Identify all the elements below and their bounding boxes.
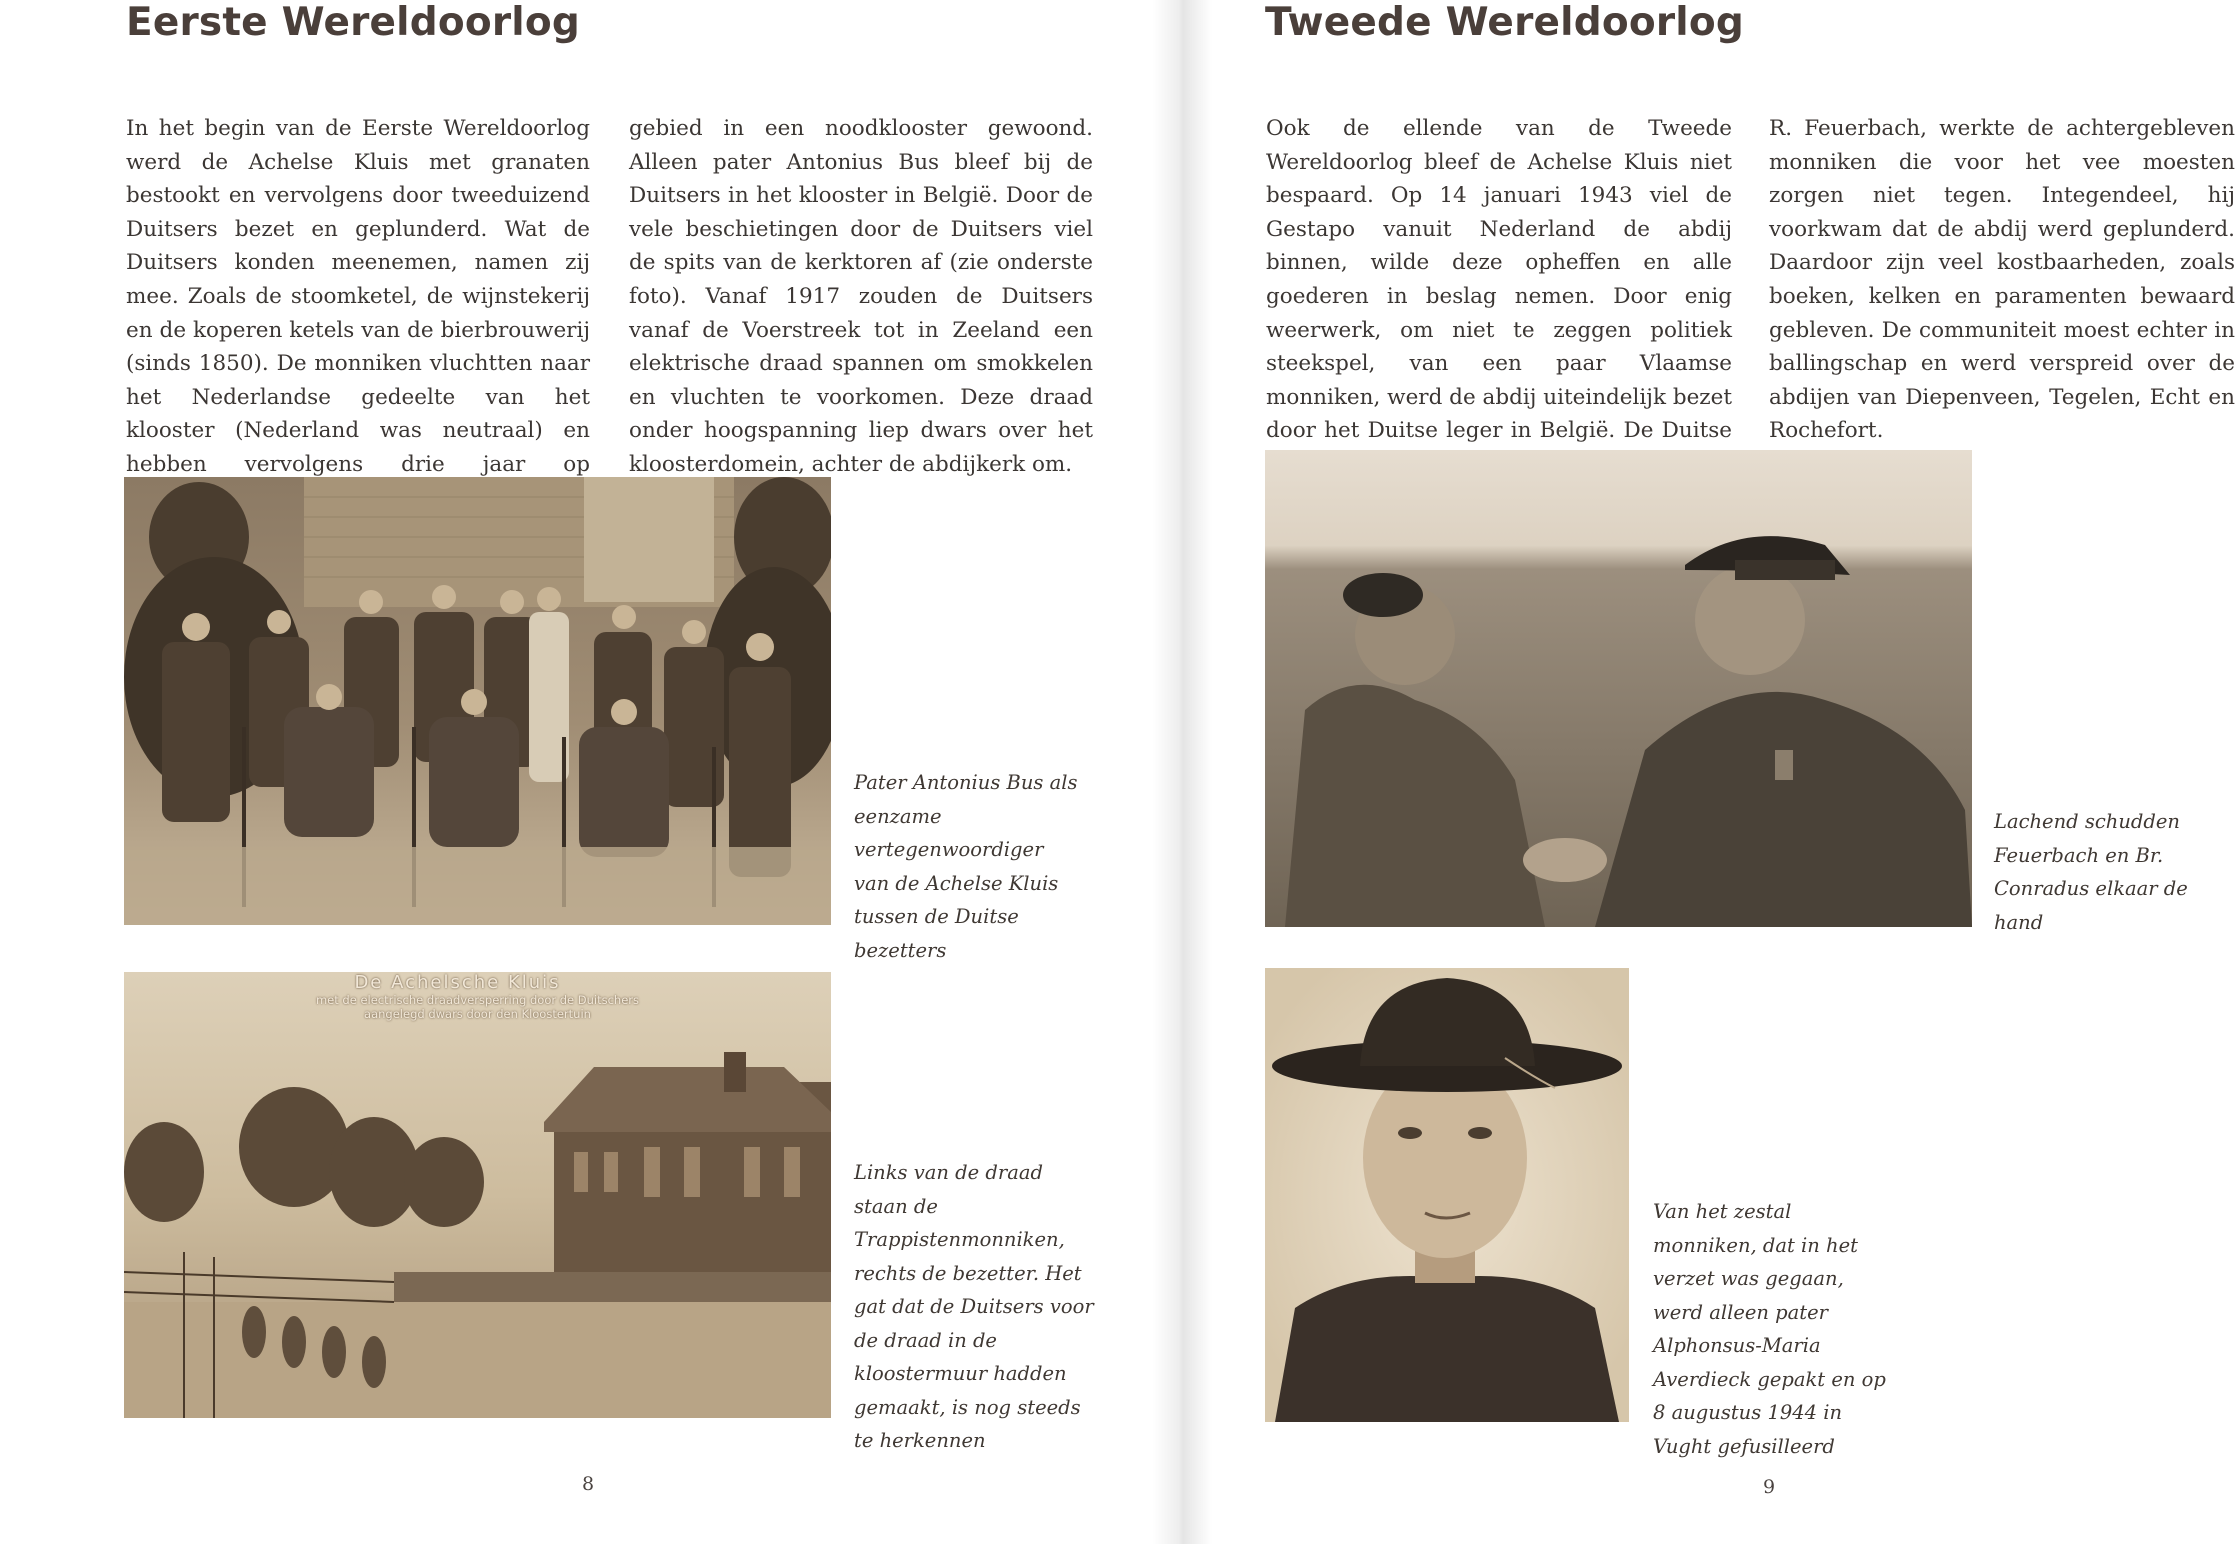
postcard-photo-caption: Links van de draad staan de Trappistenmonniken, rechts de bezetter. Het gat dat de Duitsers voor de draad in de kloostermuur hadden gemaakt, is nog steeds te herkennen <box>854 1161 1094 1452</box>
handshake-photo-caption: Lachend schudden Feuerbach en Br. Conradus elkaar de hand <box>1994 810 2188 934</box>
postcard-title-text: De Achelsche Kluis <box>354 972 561 993</box>
right-page-number: 9 <box>1763 1476 1776 1498</box>
portrait-photo <box>1265 968 1629 1422</box>
portrait-photo-caption: Van het zestal monniken, dat in het verzet was gegaan, werd alleen pater Alphonsus-Maria Averdieck gepakt en op 8 augustus 1944 in Vught gefusilleerd <box>1653 1200 1886 1458</box>
handshake-photo <box>1265 450 1972 927</box>
left-page-number: 8 <box>582 1473 595 1495</box>
left-page-title: Eerste Wereldoorlog <box>126 0 580 45</box>
right-text-column-1: Ook de ellende van de Tweede Wereldoorlog bleef de Achelse Kluis niet bespaard. Op 14 januari 1943 viel de Gestapo vanuit Nederland de abdij binnen, wilde deze opheffen en alle goederen in beslag nemen. Door enig weerwerk, om niet te zeggen politiek steekspel, van een paar Vlaamse monniken, werd de abdij uiteindelijk bezet door het Duitse leger in België. De Duitse <box>1266 116 1732 444</box>
left-text-column-1: In het begin van de Eerste Wereldoorlog werd de Achelse Kluis met granaten bestookt en vervolgens door tweeduizend Duitsers bezet en geplunderd. Wat de Duitsers konden meenemen, namen zij mee. Zoals de stoomketel, de wijnstekerij en de koperen ketels van de bierbrouwerij (sinds 1850). De monniken vluchtten naar het Nederlandse gedeelte van het klooster (Nederland was neutraal) en hebben vervolgens drie jaar op <box>126 116 590 477</box>
abbey-postcard-photo <box>124 972 831 1418</box>
soldiers-photo-caption: Pater Antonius Bus als eenzame vertegenwoordiger van de Achelse Kluis tussen de Duitse bezetters <box>854 771 1078 962</box>
right-page-title: Tweede Wereldoorlog <box>1265 0 1744 45</box>
page-gutter <box>1152 0 1212 1544</box>
right-text-column-2: R. Feuerbach, werkte de achtergebleven monniken die voor het vee moesten zorgen niet tegen. Integendeel, hij voorkwam dat de abdij werd geplunderd. Daardoor zijn veel kostbaarheden, zoals boeken, kelken en paramenten bewaard gebleven. De communiteit moest echter in ballingschap en werd verspreid over de abdijen van Diepenveen, Tegelen, Echt en Rochefort. <box>1769 116 2235 444</box>
left-text-column-2: gebied in een noodklooster gewoond. Alleen pater Antonius Bus bleef bij de Duitsers in het klooster in België. Door de vele beschietingen door de Duitsers viel de spits van de kerktoren af (zie onderste foto). Vanaf 1917 zouden de Duitsers vanaf de Voerstreek tot in Zeeland een elektrische draad spannen om smokkelen en vluchten te voorkomen. Deze draad onder hoogspanning liep dwars over het kloosterdomein, achter de abdijkerk om. <box>629 116 1093 477</box>
postcard-title <box>124 972 831 1021</box>
soldiers-group-photo <box>124 477 831 925</box>
postcard-subtitle-text: met de electrische draadversperring door de Duitschers aangelegd dwars door den Kloostertuin <box>315 993 640 1021</box>
